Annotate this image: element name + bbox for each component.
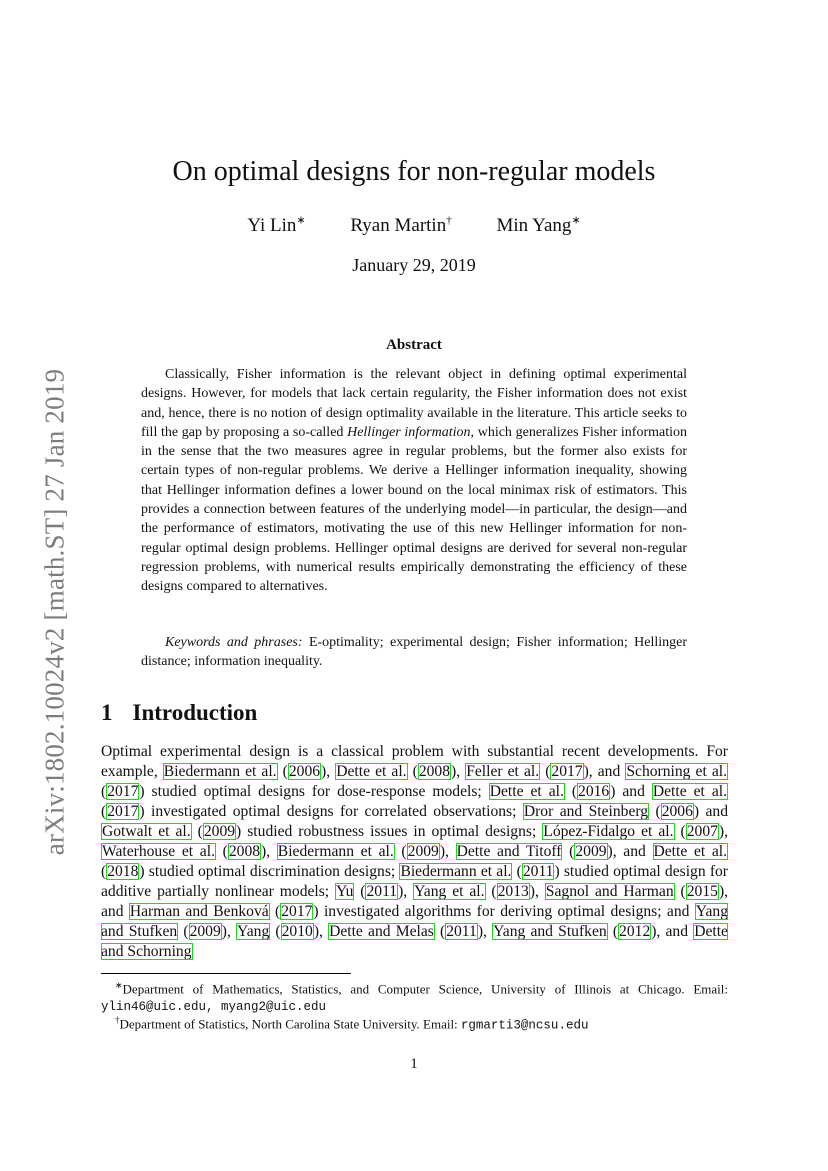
citation-link[interactable]: Sagnol and Harman (545, 883, 674, 900)
citation-link[interactable]: 2008 (228, 843, 261, 860)
intro-text: ) and (693, 803, 729, 820)
citation-link[interactable]: Yang (237, 923, 270, 940)
keywords-label: Keywords and phrases: (165, 635, 303, 650)
citation-link[interactable]: Dror and Steinberg (523, 803, 649, 820)
citation-link[interactable]: Dette et al. (489, 783, 564, 800)
intro-text: ( (394, 843, 407, 860)
citation-link[interactable]: Schorning et al. (626, 763, 728, 780)
section-heading: 1 Introduction (101, 700, 258, 725)
intro-text: ), and (101, 883, 729, 920)
intro-text: ( (674, 883, 686, 900)
citation-link[interactable]: 2017 (551, 763, 583, 780)
author-2: Ryan Martin† (350, 215, 452, 237)
intro-text: ( (649, 803, 661, 820)
intro-text: ), (529, 883, 545, 900)
author-list (0, 214, 828, 237)
intro-text: ( (674, 823, 686, 840)
citation-link[interactable]: Yang et al. (414, 883, 485, 900)
intro-text: ( (101, 863, 107, 880)
citation-link[interactable]: Yu (336, 883, 354, 900)
citation-link[interactable]: 2012 (619, 923, 651, 940)
paper-title: On optimal designs for non-regular models (172, 156, 656, 187)
keywords: Keywords and phrases: E-optimality; experimental design; Fisher information; Hellinger distance; information inequality. (141, 635, 688, 670)
arxiv-stamp: arXiv:1802.10024v2 [math.ST] 27 Jan 2019 (39, 368, 70, 856)
citation-link[interactable]: 2013 (497, 883, 529, 900)
citation-link[interactable]: Biedermann et al. (277, 843, 394, 860)
intro-text: ( (270, 923, 281, 940)
intro-text: ) studied optimal discrimination designs; (139, 863, 400, 880)
footnote-2-email[interactable]: rgmarti3@ncsu.edu (460, 1018, 589, 1033)
citation-link[interactable]: 2011 (522, 863, 554, 880)
intro-text: ) studied optimal design for additive partially nonlinear models; (101, 863, 728, 900)
citation-link[interactable]: 2008 (418, 763, 451, 780)
page-number: 1 (410, 1056, 418, 1072)
footnote-1-email[interactable]: ylin46@uic.edu, myang2@uic.edu (101, 1000, 327, 1015)
citation-link[interactable]: 2016 (578, 783, 610, 800)
citation-link[interactable]: 2007 (686, 823, 718, 840)
citation-link[interactable]: López-Fidalgo et al. (543, 823, 674, 840)
citation-link[interactable]: 2009 (189, 923, 221, 940)
intro-text: ), (439, 843, 456, 860)
author-1: Yi Lin∗ (247, 215, 306, 237)
intro-text: ( (607, 923, 619, 940)
intro-text: ( (354, 883, 366, 900)
citation-link[interactable]: Gotwalt et al. (102, 823, 191, 840)
intro-text: ) studied optimal designs for dose-response models; (139, 783, 489, 800)
intro-text: ( (191, 823, 203, 840)
footnote-rule (101, 973, 351, 974)
citation-link[interactable]: 2010 (281, 923, 313, 940)
intro-text: ), (221, 923, 237, 940)
citation-link[interactable]: Dette and Titoff (456, 843, 562, 860)
citation-link[interactable]: 2011 (366, 883, 398, 900)
author-3: Min Yang∗ (496, 215, 581, 237)
intro-text: Optimal experimental design is a classical problem with substantial recent developments. For example, (101, 743, 728, 780)
intro-text: ( (512, 863, 522, 880)
citation-link[interactable]: Dette et al. (653, 843, 728, 860)
abstract-heading: Abstract (386, 337, 442, 353)
abstract-text: Classically, Fisher information is the relevant object in defining optimal experimental designs. However, for models that lack certain regularity, the Fisher information does not exist and, hence, there is no notion of design optimality available in the literature. This article seeks to fill the gap by proposing a so-called Hellinger information, which generalizes Fisher information in the sense that the two measures agree in regular problems, but the former also exists for certain types of non-regular problems. We derive a Hellinger information inequality, showing that Hellinger information defines a lower bound on the local minimax risk of estimators. This provides a connection between features of the underlying model—in particular, the design—and the performance of estimators, motivating the use of this new Hellinger information for non-regular optimal design problems. Hellinger optimal designs are derived for several non-regular regression problems, with numerical results empirically demonstrating the efficiency of these designs compared to alternatives. (141, 367, 687, 595)
citation-link[interactable]: 2017 (107, 783, 139, 800)
citation-link[interactable]: 2017 (281, 903, 313, 920)
citation-link[interactable]: Feller et al. (466, 763, 540, 780)
intro-text: ( (407, 763, 418, 780)
intro-text: ( (540, 763, 551, 780)
citation-link[interactable]: Dette et al. (652, 783, 727, 800)
citation-link[interactable]: Harman and Benková (129, 903, 269, 920)
intro-text: ) and (610, 783, 652, 800)
intro-text: ), (718, 823, 728, 840)
intro-text: ), and (651, 923, 694, 940)
footnote-1: ∗Department of Mathematics, Statistics, and Computer Science, University of Illinois at Chicago. Email: ylin46@uic.edu, myang2@uic.edu (101, 980, 728, 1015)
citation-link[interactable]: 2006 (288, 763, 321, 780)
intro-text: ) investigated algorithms for deriving optimal designs; and (313, 903, 695, 920)
intro-text: ) investigated optimal designs for correlated observations; (139, 803, 523, 820)
citation-link[interactable]: Dette and Melas (329, 923, 434, 940)
citation-link[interactable]: Waterhouse et al. (102, 843, 215, 860)
introduction-paragraph (101, 742, 728, 962)
citation-link[interactable]: 2011 (446, 923, 477, 940)
intro-text: ), (261, 843, 277, 860)
paper-date: January 29, 2019 (352, 255, 476, 275)
citation-link[interactable]: 2009 (407, 843, 439, 860)
intro-text: ( (178, 923, 189, 940)
intro-text: ( (101, 803, 107, 820)
citation-link[interactable]: Dette and Schorning (101, 923, 728, 960)
intro-text: ( (485, 883, 497, 900)
intro-text: ( (562, 843, 575, 860)
citation-link[interactable]: 2006 (661, 803, 693, 820)
intro-text: ), (398, 883, 414, 900)
intro-text: ( (277, 763, 288, 780)
intro-text: ), and (583, 763, 626, 780)
citation-link[interactable]: Biedermann et al. (163, 763, 277, 780)
intro-text: ( (564, 783, 578, 800)
citation-link[interactable]: 2017 (107, 803, 139, 820)
intro-text: ( (215, 843, 228, 860)
citation-link[interactable]: Dette et al. (336, 763, 407, 780)
footnote-2: †Department of Statistics, North Carolina State University. Email: rgmarti3@ncsu.edu (115, 1015, 589, 1033)
intro-text: ) studied robustness issues in optimal designs; (236, 823, 543, 840)
intro-text: ), (321, 763, 336, 780)
citation-link[interactable]: Yang and Stufken (101, 903, 728, 940)
citation-link[interactable]: 2009 (203, 823, 236, 840)
citation-link[interactable]: 2015 (686, 883, 718, 900)
citation-link[interactable]: 2018 (107, 863, 139, 880)
intro-text: ), and (607, 843, 653, 860)
citation-link[interactable]: Biedermann et al. (400, 863, 512, 880)
intro-text: ( (101, 783, 107, 800)
intro-text: ), (313, 923, 329, 940)
intro-text: ), (477, 923, 493, 940)
intro-text: ( (434, 923, 446, 940)
intro-text: ), (451, 763, 466, 780)
citation-link[interactable]: Yang and Stufken (493, 923, 607, 940)
intro-text: ( (269, 903, 281, 920)
citation-link[interactable]: 2009 (575, 843, 607, 860)
